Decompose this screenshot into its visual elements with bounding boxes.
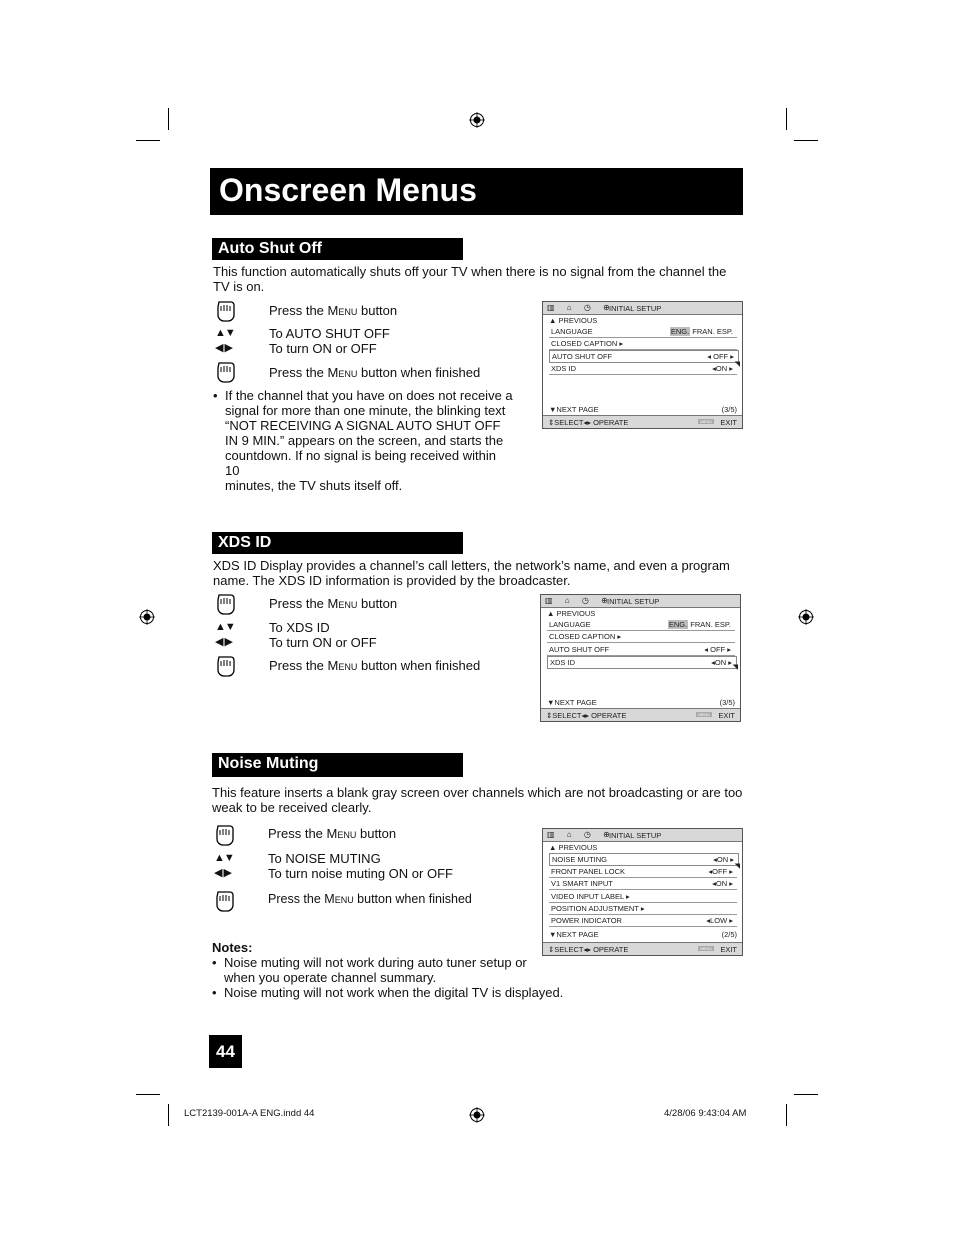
registration-mark-icon <box>139 609 155 625</box>
hand-press-icon <box>213 299 237 323</box>
crop-mark <box>786 108 787 130</box>
hand-press-icon <box>213 360 237 384</box>
cursor-icon: ◥ <box>732 664 738 671</box>
auto-shut-off-step-3: Press the Menu button when finished <box>269 365 481 380</box>
crop-mark <box>136 1094 160 1095</box>
auto-shut-off-step-1: Press the Menu button <box>269 303 398 318</box>
noise-muting-step-3: Press the Menu button when finished <box>268 892 472 906</box>
cursor-icon: ◥ <box>734 863 740 870</box>
page-number-box <box>209 1035 242 1068</box>
noise-muting-step-2b: To turn noise muting ON or OFF <box>268 866 453 881</box>
noise-muting-note-1: • Noise muting will not work during auto tuner setup or when you operate channel summary. <box>212 955 527 985</box>
cursor-icon: ◥ <box>734 361 740 368</box>
noise-muting-intro: This feature inserts a blank gray screen over channels which are not broadcasting or are too weak to be received clearly. <box>212 785 743 815</box>
xds-id-step-1: Press the Menu button <box>269 596 398 611</box>
crop-mark <box>168 108 169 130</box>
crop-mark <box>794 1094 818 1095</box>
tv-menu-screen-noise-muting: ▥ ⌂ ◷ ⊕ INITIAL SETUP ▲ PREVIOUS NOISE MUTING ◂ON ▸ FRONT PANEL LOCK ◂OFF ▸ V1 SMART INPUT ◂ON ▸ VIDEO INPUT LABEL ▸ POSITION ADJUSTMENT ▸ POWER INDICATOR ◂LOW ▸ ◥ ▼NEXT PAGE (2/5) ⇕SELECT◂▸ OPERATE MENU EXIT <box>542 828 743 956</box>
crop-mark <box>136 140 160 141</box>
noise-muting-step-1: Press the Menu button <box>268 826 397 841</box>
left-right-arrow-icon: ◀ ▶ <box>215 636 232 648</box>
auto-shut-off-step-2a: To AUTO SHUT OFF <box>269 326 390 341</box>
menu-tab-icons: ▥ ⌂ ◷ ⊕ <box>545 596 613 605</box>
up-down-arrow-icon: ▲▼ <box>215 621 235 633</box>
page-title-bar <box>210 168 743 215</box>
menu-tab-icons: ▥ ⌂ ◷ ⊕ <box>547 830 615 839</box>
auto-shut-off-step-2b: To turn ON or OFF <box>269 341 377 356</box>
section-heading-noise-muting: Noise Muting <box>212 753 463 777</box>
hand-press-icon <box>212 823 236 847</box>
footer-timestamp: 4/28/06 9:43:04 AM <box>664 1108 747 1119</box>
up-down-arrow-icon: ▲▼ <box>215 327 235 339</box>
tv-menu-screen-auto-shut-off: ▥ ⌂ ◷ ⊕ INITIAL SETUP ▲ PREVIOUS LANGUAGE ENG. FRAN. ESP. CLOSED CAPTION ▸ AUTO SHUT OFF ◂ OFF ▸ XDS ID ◂ON ▸ ◥ ▼NEXT PAGE (3/5) ⇕SELECT◂▸ OPERATE MENU EXIT <box>542 301 743 429</box>
auto-shut-off-intro: This function automatically shuts off your TV when there is no signal from the channel the TV is on. <box>213 264 727 294</box>
tv-menu-screen-xds-id: ▥ ⌂ ◷ ⊕ INITIAL SETUP ▲ PREVIOUS LANGUAGE ENG. FRAN. ESP. CLOSED CAPTION ▸ AUTO SHUT OFF ◂ OFF ▸ XDS ID ◂ON ▸ ◥ ▼NEXT PAGE (3/5) ⇕SELECT◂▸ OPERATE MENU EXIT <box>540 594 741 722</box>
auto-shut-off-bullet: • If the channel that you have on does not receive a signal for more than one minute, the blinking text “NOT RECEIVING A SIGNAL AUTO SHUT OFF IN 9 MIN.” appears on the screen, and starts the countdown. If no signal is being received within 10 minutes, the TV shuts itself off. <box>213 388 513 493</box>
section-heading-auto-shut-off: Auto Shut Off <box>212 238 463 260</box>
section-heading-xds-id: XDS ID <box>212 532 463 554</box>
registration-mark-icon <box>469 112 485 128</box>
crop-mark <box>786 1104 787 1126</box>
up-down-arrow-icon: ▲▼ <box>214 852 234 864</box>
left-right-arrow-icon: ◀ ▶ <box>214 867 231 879</box>
crop-mark <box>794 140 818 141</box>
hand-press-icon <box>212 889 236 913</box>
registration-mark-icon <box>798 609 814 625</box>
footer-file-name: LCT2139-001A-A ENG.indd 44 <box>184 1108 315 1119</box>
crop-mark <box>168 1104 169 1126</box>
notes-heading: Notes: <box>212 940 253 955</box>
xds-id-step-2a: To XDS ID <box>269 620 330 635</box>
noise-muting-step-2a: To NOISE MUTING <box>268 851 381 866</box>
menu-tab-icons: ▥ ⌂ ◷ ⊕ <box>547 303 615 312</box>
xds-id-step-3: Press the Menu button when finished <box>269 658 481 673</box>
hand-press-icon <box>213 654 237 678</box>
xds-id-intro: XDS ID Display provides a channel’s call letters, the network’s name, and even a program name. The XDS ID information is provided by the broadcaster. <box>213 558 730 588</box>
registration-mark-icon <box>469 1107 485 1123</box>
page-title: Onscreen Menus <box>219 172 477 208</box>
left-right-arrow-icon: ◀ ▶ <box>215 342 232 354</box>
noise-muting-note-2: • Noise muting will not work when the digital TV is displayed. <box>212 985 564 1000</box>
hand-press-icon <box>213 592 237 616</box>
page-number: 44 <box>216 1042 235 1061</box>
xds-id-step-2b: To turn ON or OFF <box>269 635 377 650</box>
